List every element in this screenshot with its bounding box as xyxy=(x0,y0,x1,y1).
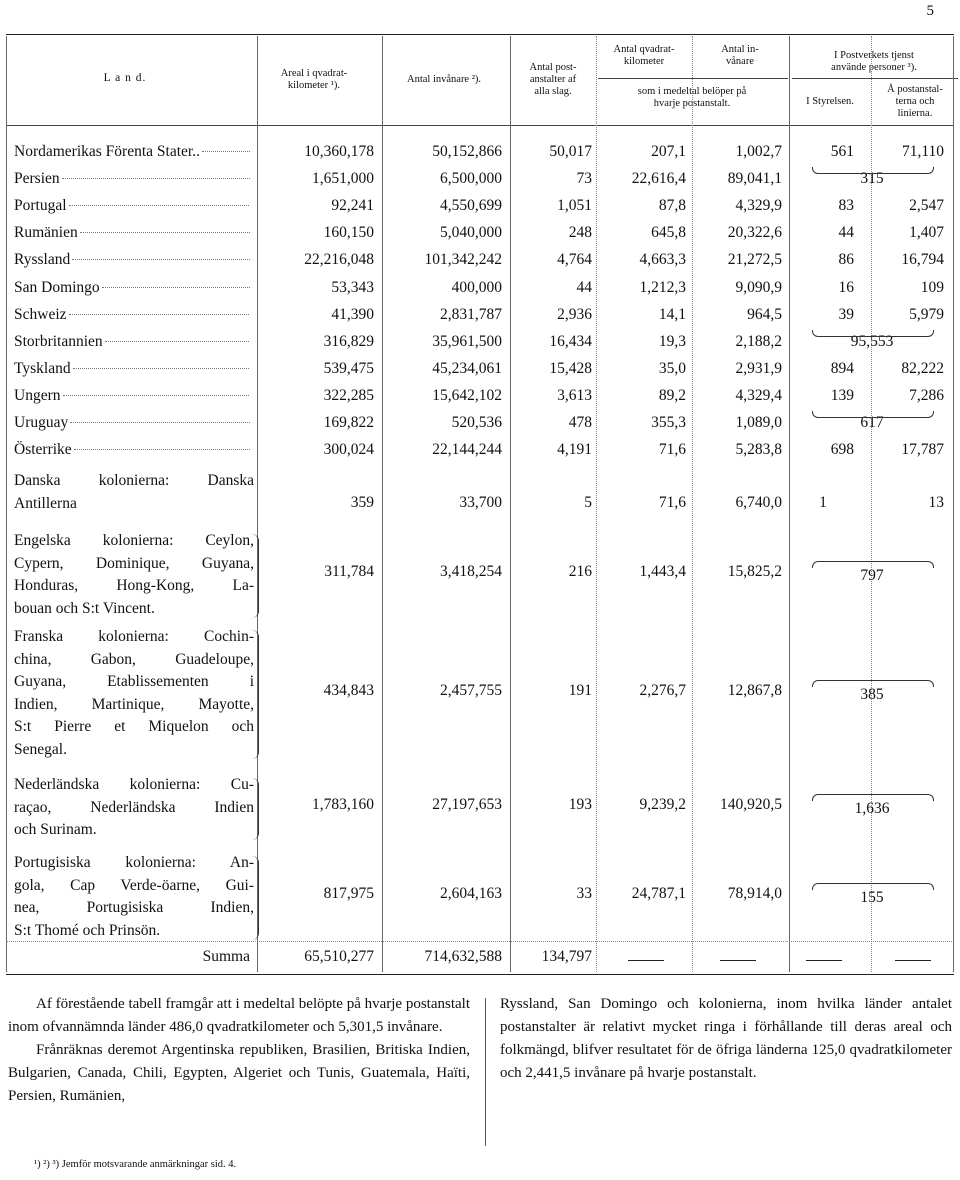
table-row xyxy=(0,387,960,413)
header-areal: Areal i qvadrat- kilometer ¹). xyxy=(280,68,348,91)
cell-qkm: 4,663,3 xyxy=(639,251,686,268)
cell-styrelsen: 86 xyxy=(838,251,854,268)
cell-inv: 12,867,8 xyxy=(727,682,782,699)
dash xyxy=(720,960,756,961)
cell-merged: 385 xyxy=(860,686,884,703)
cell-inv: 2,188,2 xyxy=(735,333,782,350)
header-medeltal: som i medeltal belöper på hvarje postanstalt. xyxy=(637,86,747,109)
cell-areal: 1,651,000 xyxy=(312,170,374,187)
table-row xyxy=(0,197,960,223)
cell-merged: 95,553 xyxy=(850,333,894,350)
cell-invanare: 27,197,653 xyxy=(432,796,502,813)
cell-qkm: 22,616,4 xyxy=(631,170,686,187)
table-row xyxy=(0,360,960,386)
cell-post: 16,434 xyxy=(549,333,592,350)
cell-qkm: 35,0 xyxy=(658,360,686,377)
cell-merged: 617 xyxy=(860,414,884,431)
text-divider xyxy=(485,998,486,1146)
cell-postanstalterna: 82,222 xyxy=(901,360,944,377)
cell-inv: 964,5 xyxy=(747,306,782,323)
cell-postanstalterna: 71,110 xyxy=(901,143,944,160)
cell-areal: 434,843 xyxy=(323,682,374,699)
row-land: Tyskland xyxy=(14,360,250,378)
cell-invanare: 50,152,866 xyxy=(432,143,502,160)
cell-areal: 316,829 xyxy=(323,333,374,350)
bracket xyxy=(812,411,934,418)
header-subrule xyxy=(598,78,788,79)
row-land: Rumänien xyxy=(14,224,250,242)
group-label: Nederländska kolonierna: Cu- raçao, Nederländska Indien och Surinam. xyxy=(14,776,254,838)
cell-invanare: 101,342,242 xyxy=(424,251,502,268)
cell-invanare: 4,550,699 xyxy=(440,197,502,214)
row-land: Ungern xyxy=(14,387,250,405)
header-postverk-rule xyxy=(792,78,958,79)
brace xyxy=(252,630,259,759)
cell-areal: 169,822 xyxy=(323,414,374,431)
cell-invanare: 33,700 xyxy=(459,494,502,511)
cell-invanare: 35,961,500 xyxy=(432,333,502,350)
cell-qkm: 19,3 xyxy=(658,333,686,350)
cell-qkm: 24,787,1 xyxy=(631,885,686,902)
cell-invanare: 2,604,163 xyxy=(440,885,502,902)
cell-inv: 9,090,9 xyxy=(735,279,782,296)
cell-qkm: 87,8 xyxy=(658,197,686,214)
cell-post: 44 xyxy=(576,279,592,296)
cell-postanstalterna: 109 xyxy=(920,279,944,296)
cell-post: 50,017 xyxy=(549,143,592,160)
dash xyxy=(628,960,664,961)
cell-inv: 1,089,0 xyxy=(735,414,782,431)
table-row xyxy=(0,279,960,305)
cell-areal: 160,150 xyxy=(323,224,374,241)
cell-qkm: 71,6 xyxy=(658,441,686,458)
summa-row xyxy=(0,948,960,974)
cell-areal: 53,343 xyxy=(331,279,374,296)
table-bottom-rule xyxy=(6,974,954,975)
cell-invanare: 45,234,061 xyxy=(432,360,502,377)
cell-areal: 322,285 xyxy=(323,387,374,404)
cell-postanstalterna: 16,794 xyxy=(901,251,944,268)
cell-areal: 817,975 xyxy=(323,885,374,902)
bracket xyxy=(812,167,934,174)
table-row xyxy=(0,224,960,250)
row-land: Schweiz xyxy=(14,306,250,324)
cell-post: 4,764 xyxy=(557,251,592,268)
header-postanstalter: Antal post- anstalter af alla slag. xyxy=(529,62,577,97)
brace xyxy=(252,856,259,940)
cell-invanare: 520,536 xyxy=(451,414,502,431)
cell-invanare: 22,144,244 xyxy=(432,441,502,458)
row-land: Ryssland xyxy=(14,251,250,269)
cell-areal: 1,783,160 xyxy=(312,796,374,813)
text-right: Ryssland, San Domingo och kolonierna, inom hvilka länder antalet postanstalter är relativt mycket ringa i förhållande till deras areal och folkmängd, blifver resultatet för de öfriga länderna 125,0 qvadratkilometer och 2,441,5 invånare på hvarje postanstalt. xyxy=(500,996,952,1081)
cell-qkm: 1,443,4 xyxy=(639,563,686,580)
cell-invanare: 3,418,254 xyxy=(440,563,502,580)
cell-post: 1,051 xyxy=(557,197,592,214)
summa-invanare: 714,632,588 xyxy=(424,948,502,965)
cell-inv: 5,283,8 xyxy=(735,441,782,458)
table-row xyxy=(0,306,960,332)
row-land: Uruguay xyxy=(14,414,250,432)
cell-inv: 89,041,1 xyxy=(727,170,782,187)
row-land: Nordamerikas Förenta Stater.. xyxy=(14,143,250,161)
cell-inv: 21,272,5 xyxy=(727,251,782,268)
cell-merged: 155 xyxy=(860,889,884,906)
cell-inv: 4,329,4 xyxy=(735,387,782,404)
cell-inv: 78,914,0 xyxy=(727,885,782,902)
cell-postanstalterna: 7,286 xyxy=(909,387,944,404)
brace xyxy=(252,778,259,840)
cell-post: 5 xyxy=(584,494,592,511)
dash xyxy=(806,960,842,961)
cell-merged: 1,636 xyxy=(854,800,890,817)
cell-postanstalterna: 1,407 xyxy=(909,224,944,241)
cell-qkm: 645,8 xyxy=(651,224,686,241)
cell-invanare: 2,831,787 xyxy=(440,306,502,323)
cell-post: 193 xyxy=(568,796,592,813)
cell-post: 478 xyxy=(568,414,592,431)
cell-merged: 797 xyxy=(860,567,884,584)
header-postanstalterna: Å postanstal- terna och linierna. xyxy=(887,84,943,119)
cell-styrelsen: 83 xyxy=(838,197,854,214)
cell-areal: 359 xyxy=(350,494,374,511)
cell-post: 33 xyxy=(576,885,592,902)
cell-postanstalterna: 13 xyxy=(928,494,944,511)
cell-styrelsen: 16 xyxy=(838,279,854,296)
cell-invanare: 2,457,755 xyxy=(440,682,502,699)
cell-postanstalterna: 2,547 xyxy=(909,197,944,214)
cell-inv: 140,920,5 xyxy=(720,796,782,813)
cell-areal: 22,216,048 xyxy=(304,251,374,268)
cell-areal: 92,241 xyxy=(331,197,374,214)
cell-merged: 315 xyxy=(860,170,884,187)
cell-invanare: 6,500,000 xyxy=(440,170,502,187)
cell-qkm: 89,2 xyxy=(658,387,686,404)
cell-styrelsen: 561 xyxy=(830,143,854,160)
cell-inv: 6,740,0 xyxy=(735,494,782,511)
cell-qkm: 14,1 xyxy=(658,306,686,323)
footnote: ¹) ²) ³) Jemför motsvarande anmärkningar sid. 4. xyxy=(34,1159,237,1170)
cell-qkm: 9,239,2 xyxy=(639,796,686,813)
header-invanare: Antal invånare ²). xyxy=(407,74,481,85)
cell-qkm: 355,3 xyxy=(651,414,686,431)
table-row xyxy=(0,170,960,196)
summa-areal: 65,510,277 xyxy=(304,948,374,965)
group-label: Portugisiska kolonierna: An- gola, Cap Verde-öarne, Gui- nea, Portugisiska Indien, S:t Thomé och Prinsön. xyxy=(14,854,254,939)
group-label: Danska kolonierna: Danska Antillerna xyxy=(14,472,254,512)
cell-styrelsen: 39 xyxy=(838,306,854,323)
cell-areal: 10,360,178 xyxy=(304,143,374,160)
cell-inv: 1,002,7 xyxy=(735,143,782,160)
cell-post: 2,936 xyxy=(557,306,592,323)
cell-styrelsen: 698 xyxy=(830,441,854,458)
row-land: San Domingo xyxy=(14,279,250,297)
group-label: Engelska kolonierna: Ceylon, Cypern, Dominique, Guyana, Honduras, Hong-Kong, La- bouan och S:t Vincent. xyxy=(14,532,254,617)
table-row xyxy=(0,251,960,277)
brace xyxy=(252,534,259,618)
cell-post: 191 xyxy=(568,682,592,699)
table-row xyxy=(0,441,960,467)
cell-qkm: 2,276,7 xyxy=(639,682,686,699)
cell-areal: 41,390 xyxy=(331,306,374,323)
cell-areal: 311,784 xyxy=(324,563,374,580)
header-postverk: I Postverkets tjenst använde personer ³). xyxy=(831,50,917,73)
header-invanare2: Antal in- vånare xyxy=(721,44,759,67)
header-qvadrat: Antal qvadrat- kilometer xyxy=(613,44,675,67)
cell-inv: 2,931,9 xyxy=(735,360,782,377)
cell-post: 216 xyxy=(568,563,592,580)
row-land: Persien xyxy=(14,170,250,188)
top-rule xyxy=(6,34,954,35)
table-row xyxy=(0,333,960,359)
summa-post: 134,797 xyxy=(541,948,592,965)
dash xyxy=(895,960,931,961)
cell-styrelsen: 1 xyxy=(819,494,827,511)
header-styrelsen: I Styrelsen. xyxy=(806,96,854,107)
cell-qkm: 207,1 xyxy=(651,143,686,160)
cell-invanare: 400,000 xyxy=(451,279,502,296)
cell-inv: 4,329,9 xyxy=(735,197,782,214)
cell-inv: 20,322,6 xyxy=(727,224,782,241)
row-land: Österrike xyxy=(14,441,250,459)
cell-qkm: 1,212,3 xyxy=(639,279,686,296)
cell-postanstalterna: 17,787 xyxy=(901,441,944,458)
bracket xyxy=(812,330,934,337)
cell-inv: 15,825,2 xyxy=(727,563,782,580)
summa-rule xyxy=(6,941,954,942)
row-land: Storbritannien xyxy=(14,333,250,351)
cell-styrelsen: 139 xyxy=(830,387,854,404)
cell-post: 3,613 xyxy=(557,387,592,404)
header-land: L a n d. xyxy=(103,72,147,84)
cell-invanare: 15,642,102 xyxy=(432,387,502,404)
cell-post: 73 xyxy=(576,170,592,187)
cell-styrelsen: 894 xyxy=(830,360,854,377)
cell-post: 4,191 xyxy=(557,441,592,458)
cell-post: 248 xyxy=(568,224,592,241)
cell-styrelsen: 44 xyxy=(838,224,854,241)
cell-qkm: 71,6 xyxy=(658,494,686,511)
page-number: 5 xyxy=(926,3,934,19)
cell-areal: 539,475 xyxy=(323,360,374,377)
cell-post: 15,428 xyxy=(549,360,592,377)
group-label: Franska kolonierna: Cochin- china, Gabon, Guadeloupe, Guyana, Etablissementen i Indien, Martinique, Mayotte, S:t Pierre et Miquelon och Senegal. xyxy=(14,628,254,758)
header-bottom-rule xyxy=(6,125,954,126)
summa-label: Summa xyxy=(202,948,250,965)
table-row xyxy=(0,414,960,440)
table-row xyxy=(0,143,960,169)
cell-invanare: 5,040,000 xyxy=(440,224,502,241)
cell-areal: 300,024 xyxy=(323,441,374,458)
row-land: Portugal xyxy=(14,197,250,215)
cell-postanstalterna: 5,979 xyxy=(909,306,944,323)
text-left: Af förestående tabell framgår att i medeltal belöpte på hvarje postanstalt inom ofvannämnda länder 486,0 qvadratkilometer och 5,301,5 invånare. Frånräknas deremot Argentinska republiken, Brasilien, Britiska Indien, Bulgarien, Canada, Chili, Egypten, Algeriet och Tunis, Guatemala, Haïti, Persien, Rumänien, xyxy=(8,996,470,1104)
